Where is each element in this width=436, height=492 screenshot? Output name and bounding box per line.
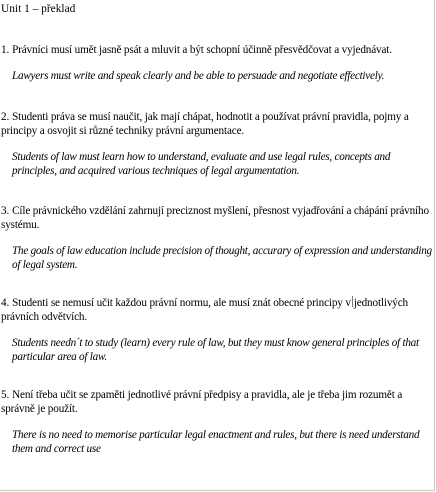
translation-item xyxy=(1,296,432,364)
czech-sentence xyxy=(1,204,432,232)
item-number: 5. xyxy=(1,389,10,401)
czech-text: Studenti práva se musí naučit, jak mají chápat, hodnotit a používat právní pravidla, pojmy a principy a osvojit si různé techniky právní argumentace. xyxy=(1,111,409,137)
translation-item xyxy=(1,388,432,456)
english-translation: The goals of law education include precision of thought, accurary of expression and understanding of legal system. xyxy=(12,245,432,271)
czech-text: Cíle právnického vzdělání zahrnují preciznost myšlení, přesnost vyjadřování a chápání právního systému. xyxy=(1,205,429,231)
english-translation: There is no need to memorise particular legal enactment and rules, but there is need understand them and correct use xyxy=(12,429,420,455)
item-number: 2. xyxy=(1,111,10,123)
item-number: 1. xyxy=(1,44,10,56)
text-cursor xyxy=(352,296,353,307)
translation-item xyxy=(1,204,432,272)
czech-text-part-2: jednotlivých právních odvětvích. xyxy=(1,297,408,323)
translation-item xyxy=(1,43,432,83)
czech-sentence xyxy=(1,43,432,57)
czech-sentence xyxy=(1,296,432,324)
czech-sentence xyxy=(1,388,432,416)
czech-text: Právníci musí umět jasně psát a mluvit a být schopní účinně přesvědčovat a vyjednávat. xyxy=(12,44,392,56)
item-number: 3. xyxy=(1,205,10,217)
czech-text-part-1: Studenti se nemusí učit každou právní normu, ale musí znát obecné principy v xyxy=(12,297,351,309)
translation-item xyxy=(1,110,432,178)
english-translation: Students of law must learn how to understand, evaluate and use legal rules, concepts and principles, and acquired various techniques of legal argumentation. xyxy=(12,151,391,177)
english-translation: Students needn´t to study (learn) every rule of law, but they must know general principles of that particular area of law. xyxy=(12,337,419,363)
document-title: Unit 1 – překlad xyxy=(1,3,76,15)
czech-text: Není třeba učit se zpaměti jednotlivé právní předpisy a pravidla, ale je třeba jim rozumět a správně je použít. xyxy=(1,389,403,415)
item-number: 4. xyxy=(1,297,10,309)
english-translation: Lawyers must write and speak clearly and be able to persuade and negotiate effectively. xyxy=(12,70,385,82)
czech-sentence xyxy=(1,110,432,138)
